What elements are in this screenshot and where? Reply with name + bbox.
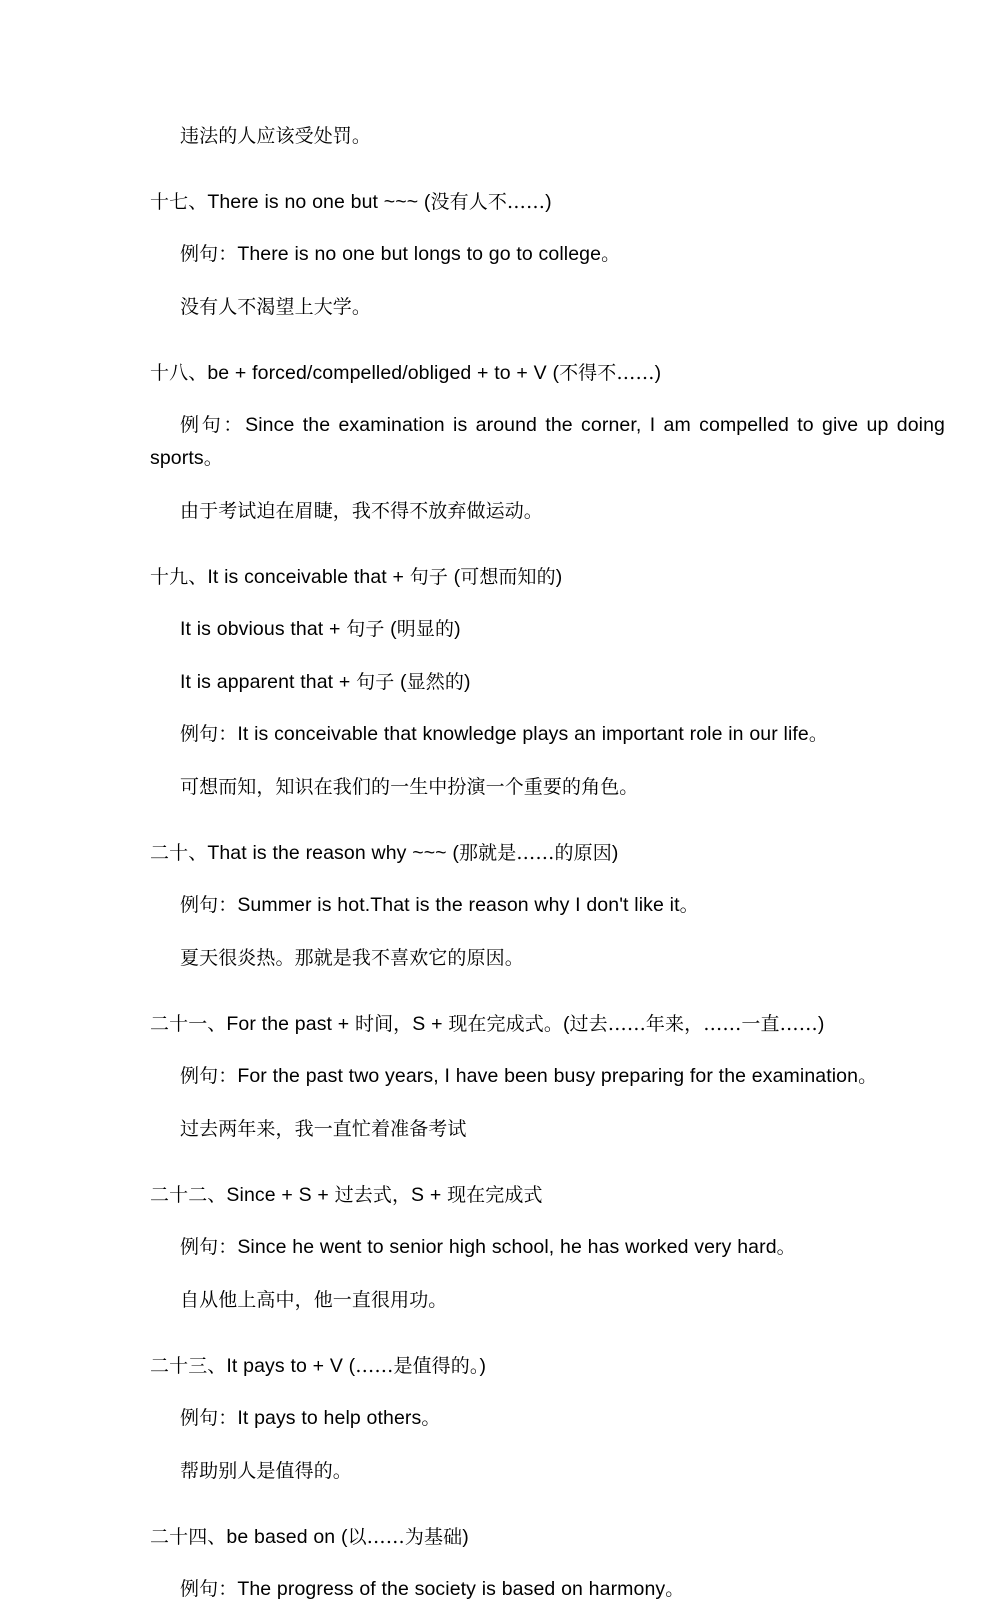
body-line: [150, 889, 945, 922]
cjk-run: 十七、: [150, 191, 207, 213]
cjk-run: 。: [204, 447, 223, 469]
cjk-run: 过去……年来，……一直……: [570, 1013, 818, 1035]
section-heading-line: [150, 1521, 945, 1554]
cjk-run: 现在完成式。: [448, 1013, 563, 1035]
cjk-run: 例句：: [180, 894, 237, 916]
latin-run: It is conceivable that +: [207, 566, 409, 588]
cjk-run: 违法的人应该受处罚。: [180, 125, 371, 147]
latin-run: S +: [412, 1013, 448, 1035]
latin-run: ): [655, 362, 662, 384]
latin-run: ): [545, 191, 552, 213]
body-line: [150, 1113, 945, 1146]
cjk-run: 例句：: [180, 723, 237, 745]
cjk-run: 自从他上高中，他一直很用功。: [180, 1289, 447, 1311]
cjk-run: 。: [665, 1578, 684, 1600]
latin-run: ): [462, 1526, 469, 1548]
body-line: [150, 771, 945, 804]
latin-run: For the past two years, I have been busy preparing for the examination: [237, 1065, 858, 1087]
section-heading-line: [150, 561, 945, 594]
text-block: [150, 1179, 945, 1317]
cjk-run: 过去两年来，我一直忙着准备考试: [180, 1118, 467, 1140]
text-block: [150, 837, 945, 975]
latin-run: (: [448, 566, 460, 588]
cjk-run: 。: [601, 243, 620, 265]
cjk-run: 例句：: [180, 1065, 237, 1087]
latin-run: be based on (: [226, 1526, 347, 1548]
body-line: [150, 238, 945, 271]
cjk-run: 例句：: [180, 1236, 237, 1258]
cjk-run: 明显的: [397, 618, 454, 640]
cjk-run: 现在完成式: [447, 1184, 543, 1206]
latin-run: For the past +: [226, 1013, 355, 1035]
section-heading-line: [150, 1008, 945, 1041]
latin-run: S +: [411, 1184, 447, 1206]
body-line: [150, 120, 945, 153]
latin-run: It pays to + V (: [226, 1355, 355, 1377]
body-line: [150, 666, 945, 699]
latin-run: ): [556, 566, 563, 588]
cjk-run: 十八、: [150, 362, 207, 384]
text-block: [150, 1521, 945, 1606]
cjk-run: 例句：: [180, 414, 245, 436]
latin-run: It is obvious that +: [180, 618, 346, 640]
latin-run: That is the reason why ~~~ (: [207, 842, 459, 864]
cjk-run: 句子: [356, 671, 394, 693]
latin-run: ): [818, 1013, 825, 1035]
latin-run: There is no one but ~~~ (: [207, 191, 430, 213]
cjk-run: 。: [777, 1236, 796, 1258]
body-line: [150, 409, 945, 475]
latin-run: There is no one but longs to go to college: [237, 243, 601, 265]
text-block: [150, 1008, 945, 1146]
cjk-run: 由于考试迫在眉睫，我不得不放弃做运动。: [180, 500, 543, 522]
section-heading-line: [150, 837, 945, 870]
cjk-run: 没有人不……: [431, 191, 546, 213]
text-block: [150, 1350, 945, 1488]
latin-run: be + forced/compelled/obliged + to + V (: [207, 362, 559, 384]
latin-run: ): [479, 1355, 486, 1377]
body-line: [150, 1231, 945, 1264]
latin-run: It is apparent that +: [180, 671, 356, 693]
latin-run: Summer is hot.That is the reason why I don't like it: [237, 894, 679, 916]
section-heading-line: [150, 186, 945, 219]
cjk-run: 以……为基础: [348, 1526, 463, 1548]
cjk-run: 时间，: [355, 1013, 412, 1035]
body-line: [150, 613, 945, 646]
cjk-run: 显然的: [407, 671, 464, 693]
cjk-run: 二十一、: [150, 1013, 226, 1035]
body-line: [150, 495, 945, 528]
cjk-run: 二十三、: [150, 1355, 226, 1377]
latin-run: Since the examination is around the corner, I am compelled to give up doing sports: [150, 414, 945, 469]
cjk-run: 帮助别人是值得的。: [180, 1460, 352, 1482]
cjk-run: 那就是……的原因: [459, 842, 612, 864]
cjk-run: 。: [421, 1407, 440, 1429]
latin-run: It pays to help others: [237, 1407, 421, 1429]
body-line: [150, 1284, 945, 1317]
cjk-run: 可想而知的: [460, 566, 556, 588]
cjk-run: 例句：: [180, 1407, 237, 1429]
latin-run: ): [612, 842, 619, 864]
body-line: [150, 718, 945, 751]
cjk-run: 。: [809, 723, 828, 745]
cjk-run: 二十二、: [150, 1184, 226, 1206]
cjk-run: 。: [680, 894, 699, 916]
cjk-run: 不得不……: [559, 362, 655, 384]
cjk-run: 例句：: [180, 243, 237, 265]
latin-run: (: [563, 1013, 570, 1035]
latin-run: Since + S +: [226, 1184, 334, 1206]
cjk-run: 二十、: [150, 842, 207, 864]
text-block: [150, 561, 945, 804]
body-line: [150, 1060, 945, 1093]
body-line: [150, 1402, 945, 1435]
section-heading-line: [150, 357, 945, 390]
latin-run: It is conceivable that knowledge plays an important role in our life: [237, 723, 809, 745]
section-heading-line: [150, 1179, 945, 1212]
cjk-run: 十九、: [150, 566, 207, 588]
cjk-run: 二十四、: [150, 1526, 226, 1548]
cjk-run: 过去式，: [335, 1184, 411, 1206]
text-block: [150, 186, 945, 324]
latin-run: (: [394, 671, 406, 693]
text-block: [150, 357, 945, 528]
cjk-run: ……是值得的。: [355, 1355, 479, 1377]
cjk-run: 没有人不渴望上大学。: [180, 296, 371, 318]
cjk-run: 。: [858, 1065, 877, 1087]
cjk-run: 可想而知，知识在我们的一生中扮演一个重要的角色。: [180, 776, 638, 798]
cjk-run: 例句：: [180, 1578, 237, 1600]
latin-run: The progress of the society is based on harmony: [237, 1578, 665, 1600]
cjk-run: 夏天很炎热。那就是我不喜欢它的原因。: [180, 947, 524, 969]
latin-run: (: [384, 618, 396, 640]
body-line: [150, 942, 945, 975]
latin-run: ): [454, 618, 461, 640]
latin-run: Since he went to senior high school, he has worked very hard: [237, 1236, 776, 1258]
cjk-run: 句子: [346, 618, 384, 640]
cjk-run: 句子: [410, 566, 448, 588]
text-block: [150, 120, 945, 153]
body-line: [150, 291, 945, 324]
latin-run: ): [464, 671, 471, 693]
section-heading-line: [150, 1350, 945, 1383]
document-body: [150, 120, 945, 1606]
body-line: [150, 1573, 945, 1606]
body-line: [150, 1455, 945, 1488]
